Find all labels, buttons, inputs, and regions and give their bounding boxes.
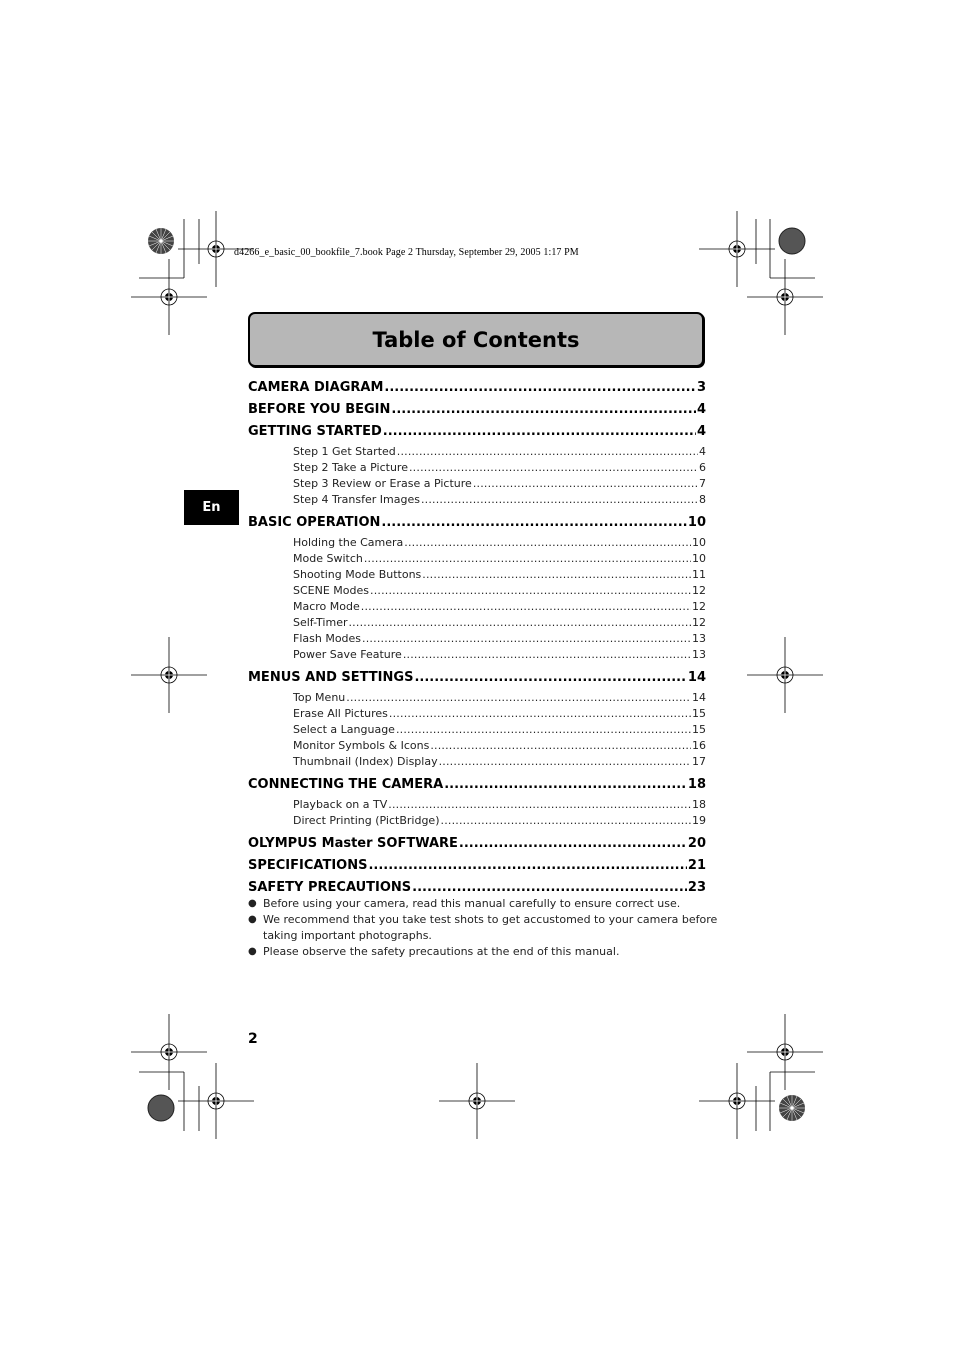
toc-label: Monitor Symbols & Icons xyxy=(293,739,430,752)
toc-page-number: 10 xyxy=(687,515,706,530)
toc-label: BEFORE YOU BEGIN xyxy=(248,402,391,417)
toc-label: Step 2 Take a Picture xyxy=(293,461,408,474)
toc-leader-dots xyxy=(368,856,686,876)
toc-page-number: 4 xyxy=(696,424,706,439)
toc-label: Thumbnail (Index) Display xyxy=(293,755,438,768)
toc-subsection[interactable] xyxy=(248,492,706,508)
toc-leader-dots xyxy=(361,599,691,615)
toc-leader-dots xyxy=(383,422,696,442)
toc-page-number: 14 xyxy=(687,670,706,685)
toc-leader-dots xyxy=(459,834,687,854)
toc-subsection[interactable] xyxy=(248,476,706,492)
toc-label: Self-Timer xyxy=(293,616,348,629)
toc-section[interactable] xyxy=(248,422,706,444)
toc-page-number: 10 xyxy=(692,552,706,565)
toc-subsection[interactable] xyxy=(248,797,706,813)
toc-page-number: 19 xyxy=(692,814,706,827)
bullet-icon: ● xyxy=(248,898,257,909)
toc-leader-dots xyxy=(439,754,691,770)
toc-label: Direct Printing (PictBridge) xyxy=(293,814,440,827)
toc-leader-dots xyxy=(414,668,686,688)
toc-leader-dots xyxy=(422,567,691,583)
toc-leader-dots xyxy=(421,492,698,508)
toc-section[interactable] xyxy=(248,378,706,400)
toc-leader-dots xyxy=(389,706,691,722)
toc-leader-dots xyxy=(396,722,691,738)
toc-subsection[interactable] xyxy=(248,615,706,631)
toc-subsection[interactable] xyxy=(248,551,706,567)
toc-section[interactable] xyxy=(248,513,706,535)
toc-page-number: 23 xyxy=(687,880,706,895)
toc-subsection[interactable] xyxy=(248,444,706,460)
toc-leader-dots xyxy=(473,476,698,492)
toc-subsection[interactable] xyxy=(248,813,706,829)
toc-page-number: 16 xyxy=(692,739,706,752)
toc-leader-dots xyxy=(404,535,691,551)
toc-page-number: 3 xyxy=(696,380,706,395)
toc-leader-dots xyxy=(388,797,691,813)
toc-label: GETTING STARTED xyxy=(248,424,382,439)
toc-page-number: 18 xyxy=(687,777,706,792)
toc-leader-dots xyxy=(348,615,691,631)
page-title: Table of Contents xyxy=(372,327,580,352)
toc-label: Erase All Pictures xyxy=(293,707,388,720)
toc-page-number: 13 xyxy=(692,648,706,661)
toc-page-number: 12 xyxy=(692,584,706,597)
toc-leader-dots xyxy=(346,690,691,706)
toc-leader-dots xyxy=(397,444,698,460)
toc-page-number: 15 xyxy=(692,723,706,736)
toc-label: Macro Mode xyxy=(293,600,360,613)
toc-leader-dots xyxy=(384,378,696,398)
note-item xyxy=(248,944,718,960)
toc-page-number: 14 xyxy=(692,691,706,704)
table-of-contents xyxy=(248,378,706,900)
toc-page-number: 12 xyxy=(692,616,706,629)
toc-leader-dots xyxy=(403,647,691,663)
toc-label: SAFETY PRECAUTIONS xyxy=(248,880,412,895)
toc-label: Top Menu xyxy=(293,691,346,704)
toc-page-number: 17 xyxy=(692,755,706,768)
toc-page-number: 13 xyxy=(692,632,706,645)
note-item xyxy=(248,912,718,944)
toc-subsection[interactable] xyxy=(248,583,706,599)
toc-label: SPECIFICATIONS xyxy=(248,858,368,873)
note-text: Please observe the safety precautions at the end of this manual. xyxy=(263,945,620,958)
toc-section[interactable] xyxy=(248,668,706,690)
toc-label: BASIC OPERATION xyxy=(248,515,381,530)
note-text: Before using your camera, read this manual carefully to ensure correct use. xyxy=(263,897,681,910)
toc-subsection[interactable] xyxy=(248,722,706,738)
toc-subsection[interactable] xyxy=(248,738,706,754)
toc-leader-dots xyxy=(362,631,691,647)
toc-label: CAMERA DIAGRAM xyxy=(248,380,384,395)
toc-label: CONNECTING THE CAMERA xyxy=(248,777,444,792)
toc-label: Select a Language xyxy=(293,723,395,736)
toc-section[interactable] xyxy=(248,775,706,797)
toc-label: Shooting Mode Buttons xyxy=(293,568,422,581)
toc-label: Playback on a TV xyxy=(293,798,388,811)
toc-label: Power Save Feature xyxy=(293,648,402,661)
toc-subsection[interactable] xyxy=(248,706,706,722)
toc-subsection[interactable] xyxy=(248,631,706,647)
toc-page-number: 4 xyxy=(699,445,706,458)
toc-subsection[interactable] xyxy=(248,599,706,615)
toc-leader-dots xyxy=(381,513,687,533)
toc-label: Step 3 Review or Erase a Picture xyxy=(293,477,472,490)
toc-page-number: 4 xyxy=(696,402,706,417)
toc-subsection[interactable] xyxy=(248,647,706,663)
toc-label: Holding the Camera xyxy=(293,536,404,549)
toc-label: Step 1 Get Started xyxy=(293,445,396,458)
toc-leader-dots xyxy=(391,400,696,420)
toc-subsection[interactable] xyxy=(248,460,706,476)
toc-label: Mode Switch xyxy=(293,552,363,565)
note-item xyxy=(248,896,718,912)
bullet-icon: ● xyxy=(248,914,257,925)
toc-page-number: 7 xyxy=(699,477,706,490)
toc-page-number: 15 xyxy=(692,707,706,720)
toc-label: SCENE Modes xyxy=(293,584,369,597)
page-number: 2 xyxy=(248,1031,258,1047)
note-text: We recommend that you take test shots to get accustomed to your camera before taking important photographs. xyxy=(263,913,718,942)
toc-section[interactable] xyxy=(248,834,706,856)
toc-leader-dots xyxy=(364,551,691,567)
toc-leader-dots xyxy=(444,775,687,795)
toc-subsection[interactable] xyxy=(248,690,706,706)
toc-page-number: 8 xyxy=(699,493,706,506)
toc-page-number: 18 xyxy=(692,798,706,811)
toc-leader-dots xyxy=(412,878,687,898)
toc-page-number: 21 xyxy=(687,858,706,873)
toc-section[interactable] xyxy=(248,856,706,878)
toc-subsection[interactable] xyxy=(248,754,706,770)
toc-page-number: 11 xyxy=(692,568,706,581)
print-header: d4266_e_basic_00_bookfile_7.book Page 2 Thursday, September 29, 2005 1:17 PM xyxy=(234,247,579,258)
toc-label: OLYMPUS Master SOFTWARE xyxy=(248,836,458,851)
language-tab: En xyxy=(184,490,239,525)
toc-label: MENUS AND SETTINGS xyxy=(248,670,414,685)
toc-leader-dots xyxy=(370,583,691,599)
notes-list xyxy=(248,896,718,960)
toc-section[interactable] xyxy=(248,400,706,422)
toc-leader-dots xyxy=(441,813,692,829)
toc-page-number: 10 xyxy=(692,536,706,549)
bullet-icon: ● xyxy=(248,946,257,957)
toc-page-number: 20 xyxy=(687,836,706,851)
toc-subsection[interactable] xyxy=(248,535,706,551)
toc-label: Step 4 Transfer Images xyxy=(293,493,420,506)
toc-label: Flash Modes xyxy=(293,632,362,645)
toc-page-number: 6 xyxy=(699,461,706,474)
toc-leader-dots xyxy=(409,460,698,476)
toc-subsection[interactable] xyxy=(248,567,706,583)
toc-leader-dots xyxy=(430,738,691,754)
title-banner xyxy=(248,312,704,367)
toc-page-number: 12 xyxy=(692,600,706,613)
